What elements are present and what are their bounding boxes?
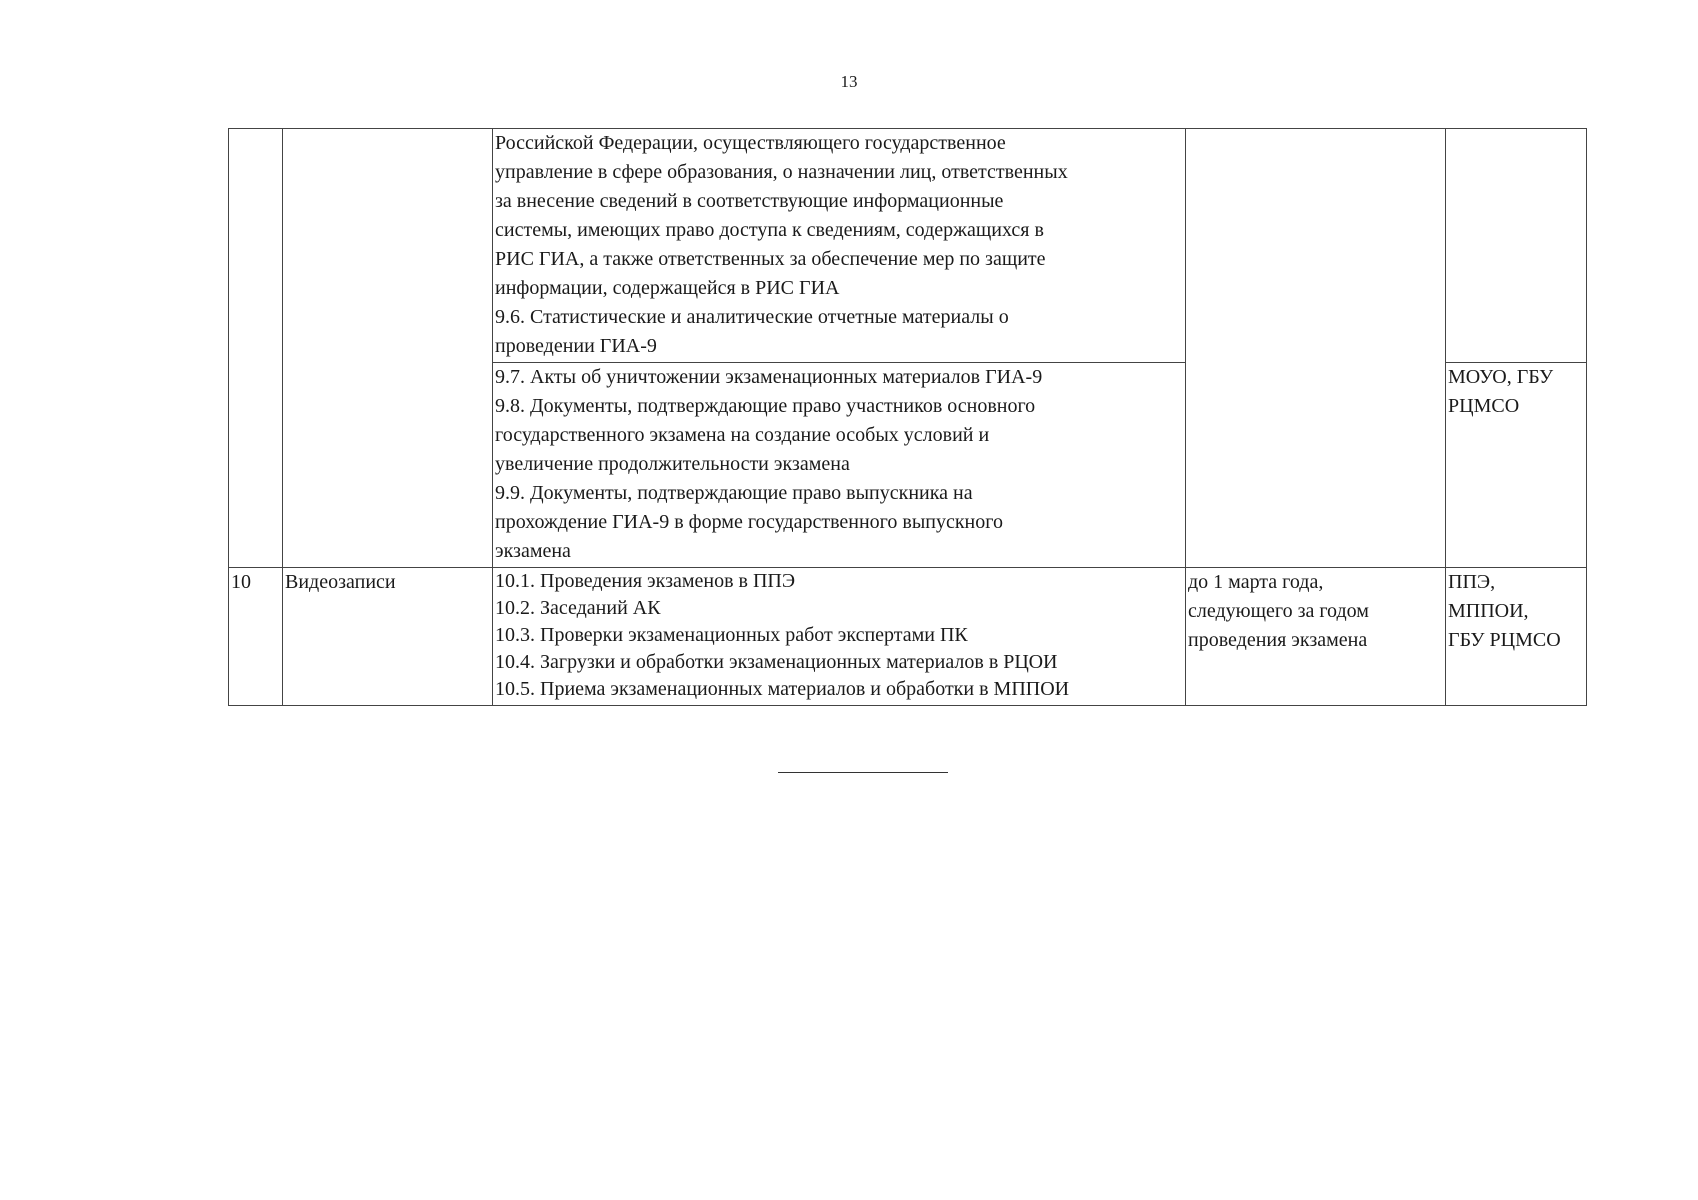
term-line: проведения экзамена [1188, 629, 1368, 651]
responsible-cell [1446, 363, 1587, 568]
responsible-line: ППЭ, [1448, 571, 1496, 593]
content-line: экзамена [495, 540, 571, 562]
content-line: 9.7. Акты об уничтожении экзаменационных материалов ГИА-9 [495, 366, 1043, 388]
name-cell: Видеозаписи [283, 568, 493, 706]
responsible-cell [1446, 129, 1587, 363]
end-separator-line [778, 772, 948, 773]
term-cell [1186, 568, 1446, 706]
responsible-line: МОУО, ГБУ [1448, 366, 1554, 388]
content-line: управление в сфере образования, о назначении лиц, ответственных [495, 161, 1068, 183]
content-line: 10.5. Приема экзаменационных материалов и обработки в МППОИ [495, 678, 1070, 700]
responsible-line: ГБУ РЦМСО [1448, 629, 1561, 651]
content-line: 10.3. Проверки экзаменационных работ экспертами ПК [495, 624, 968, 646]
content-line: информации, содержащейся в РИС ГИА [495, 277, 840, 299]
content-line: РИС ГИА, а также ответственных за обеспечение мер по защите [495, 248, 1046, 270]
content-line: 9.6. Статистические и аналитические отчетные материалы о [495, 306, 1009, 328]
content-line: Российской Федерации, осуществляющего государственное [495, 132, 1006, 154]
responsible-cell [1446, 568, 1587, 706]
content-line: 9.8. Документы, подтверждающие право участников основного [495, 395, 1036, 417]
content-line: 10.2. Заседаний АК [495, 597, 661, 619]
content-cell [493, 363, 1186, 568]
responsible-line: МППОИ, [1448, 600, 1529, 622]
content-line: 10.1. Проведения экзаменов в ППЭ [495, 570, 796, 592]
table-row [229, 129, 1587, 363]
content-line: увеличение продолжительности экзамена [495, 453, 850, 475]
content-line: за внесение сведений в соответствующие информационные [495, 190, 1004, 212]
term-line: до 1 марта года, [1188, 571, 1324, 593]
content-line: системы, имеющих право доступа к сведениям, содержащихся в [495, 219, 1044, 241]
term-cell [1186, 129, 1446, 568]
content-cell [493, 129, 1186, 363]
number-cell [229, 129, 283, 568]
content-line: 9.9. Документы, подтверждающие право выпускника на [495, 482, 973, 504]
responsible-line: РЦМСО [1448, 395, 1520, 417]
name-cell [283, 129, 493, 568]
document-table [228, 128, 1587, 706]
content-cell [493, 568, 1186, 706]
table-row [229, 568, 1587, 706]
content-line: проведении ГИА-9 [495, 335, 657, 357]
term-line: следующего за годом [1188, 600, 1369, 622]
content-line: государственного экзамена на создание особых условий и [495, 424, 990, 446]
content-line: 10.4. Загрузки и обработки экзаменационных материалов в РЦОИ [495, 651, 1058, 673]
content-line: прохождение ГИА-9 в форме государственного выпускного [495, 511, 1003, 533]
number-cell: 10 [229, 568, 283, 706]
page-number: 13 [840, 72, 858, 91]
